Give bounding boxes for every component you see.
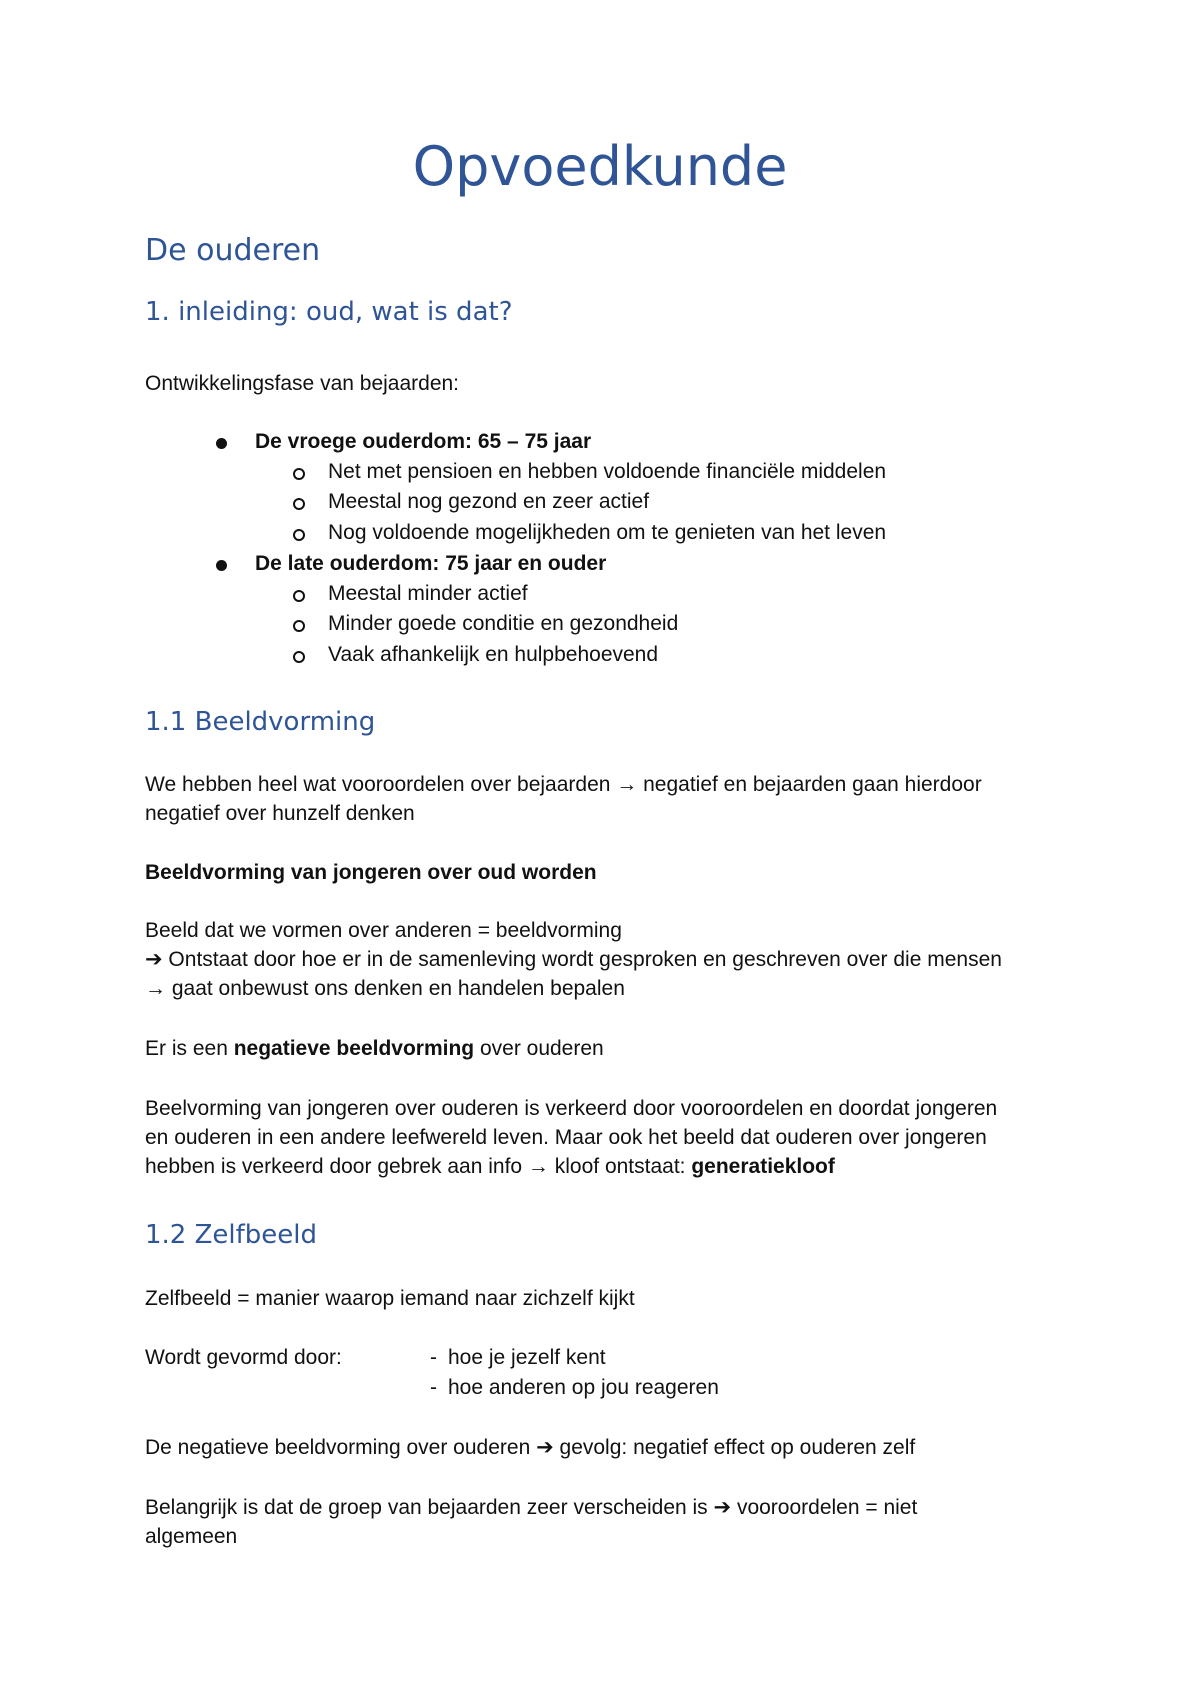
paragraph-negatieve-beeldvorming <box>145 1034 1075 1063</box>
paragraph-vooroordelen <box>145 770 1075 828</box>
bold-text: generatiekloof <box>691 1155 835 1178</box>
paragraph-beeld <box>145 916 1075 1003</box>
text-line: Belangrijk is dat de groep van bejaarden zeer verscheiden is ➔ vooroordelen = niet <box>145 1496 918 1519</box>
sub-list-item: Meestal minder actief <box>328 582 528 605</box>
circle-bullet-icon <box>293 498 305 510</box>
dash-item-text: hoe je jezelf kent <box>448 1346 606 1369</box>
bold-text: negatieve beeldvorming <box>233 1037 475 1060</box>
list-item-late-ouderdom: De late ouderdom: 75 jaar en ouder <box>255 552 607 575</box>
text-run: hebben is verkeerd door gebrek aan info → kloof ontstaat: <box>145 1155 692 1178</box>
text-line <box>145 1152 1075 1181</box>
text-line: Beelvorming van jongeren over ouderen is verkeerd door vooroordelen en doordat jongeren <box>145 1097 998 1120</box>
circle-bullet-icon <box>293 529 305 541</box>
heading-beeldvorming: 1.1 Beeldvorming <box>145 707 376 737</box>
dash-item-text: hoe anderen op jou reageren <box>448 1376 719 1399</box>
paragraph-zelfbeeld-definitie: Zelfbeeld = manier waarop iemand naar zichzelf kijkt <box>145 1287 635 1310</box>
paragraph-generatiekloof <box>145 1094 1075 1181</box>
text-line: ➔ Ontstaat door hoe er in de samenleving wordt gesproken en geschreven over die mensen <box>145 948 1002 971</box>
dash-list-item <box>430 1373 719 1402</box>
sub-list-item: Nog voldoende mogelijkheden om te genieten van het leven <box>328 521 887 544</box>
document-title: Opvoedkunde <box>412 135 788 198</box>
bullet-dot-icon <box>216 560 227 571</box>
list-item-vroege-ouderdom: De vroege ouderdom: 65 – 75 jaar <box>255 430 592 453</box>
label-gevormd-door: Wordt gevormd door: <box>145 1346 342 1369</box>
dash-bullet: - <box>430 1346 437 1369</box>
subheading-beeldvorming-jongeren: Beeldvorming van jongeren over oud worden <box>145 861 597 884</box>
circle-bullet-icon <box>293 590 305 602</box>
text-line: We hebben heel wat vooroordelen over bejaarden → negatief en bejaarden gaan hierdoor <box>145 773 982 796</box>
heading-zelfbeeld: 1.2 Zelfbeeld <box>145 1220 318 1250</box>
text-run: Er is een <box>145 1037 234 1060</box>
sub-list-item: Net met pensioen en hebben voldoende financiële middelen <box>328 460 887 483</box>
circle-bullet-icon <box>293 620 305 632</box>
paragraph-negatief-effect: De negatieve beeldvorming over ouderen ➔ gevolg: negatief effect op ouderen zelf <box>145 1436 916 1459</box>
circle-bullet-icon <box>293 468 305 480</box>
text-line: negatief over hunzelf denken <box>145 802 415 825</box>
heading-de-ouderen: De ouderen <box>145 233 321 268</box>
dash-list-item <box>430 1343 606 1372</box>
circle-bullet-icon <box>293 651 305 663</box>
sub-list-item: Meestal nog gezond en zeer actief <box>328 490 650 513</box>
text-line: → gaat onbewust ons denken en handelen bepalen <box>145 977 625 1000</box>
intro-text: Ontwikkelingsfase van bejaarden: <box>145 372 460 395</box>
heading-inleiding: 1. inleiding: oud, wat is dat? <box>145 297 513 327</box>
text-line: algemeen <box>145 1525 238 1548</box>
dash-bullet: - <box>430 1376 437 1399</box>
bullet-dot-icon <box>216 438 227 449</box>
text-run: over ouderen <box>474 1037 604 1060</box>
text-line: Beeld dat we vormen over anderen = beeldvorming <box>145 919 622 942</box>
sub-list-item: Vaak afhankelijk en hulpbehoevend <box>328 643 659 666</box>
text-line: en ouderen in een andere leefwereld leven. Maar ook het beeld dat ouderen over jongeren <box>145 1126 987 1149</box>
paragraph-verscheiden <box>145 1493 1075 1551</box>
sub-list-item: Minder goede conditie en gezondheid <box>328 612 679 635</box>
